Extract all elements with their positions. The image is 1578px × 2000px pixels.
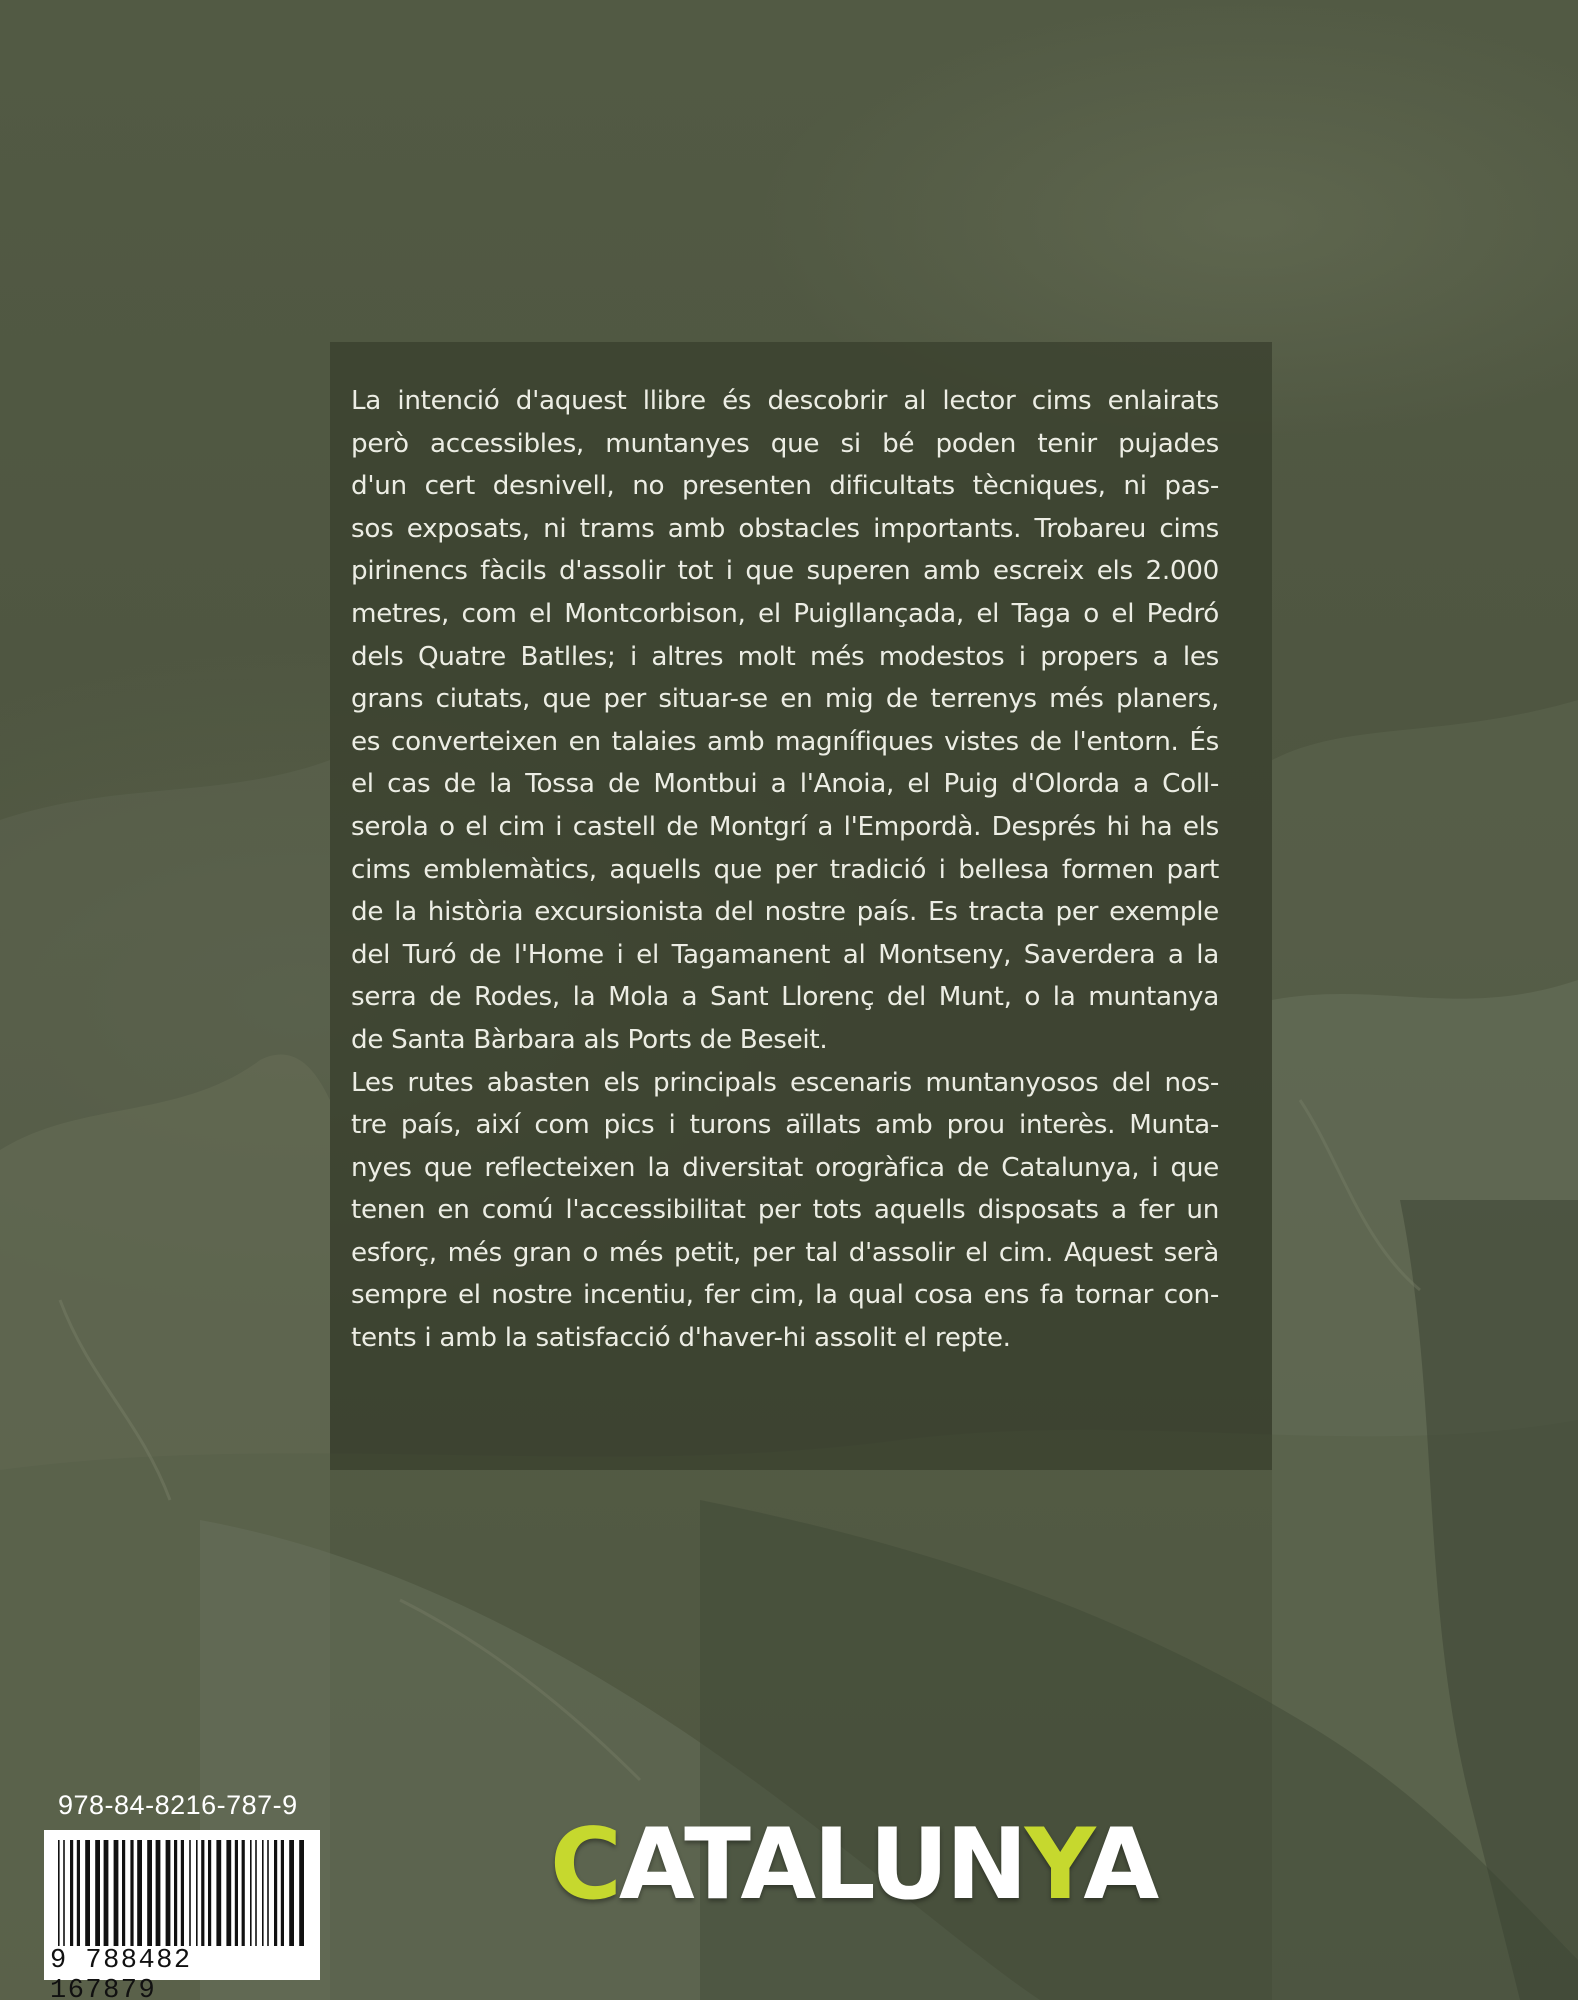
blurb-line: d'un cert desnivell, no presenten dificultats tècniques, ni pas-	[351, 471, 1219, 502]
blurb-line: el cas de la Tossa de Montbui a l'Anoia, el Puig d'Olorda a Coll-	[351, 769, 1219, 800]
blurb-line: serola o el cim i castell de Montgrí a l'Empordà. Després hi ha els	[351, 811, 1219, 842]
barcode	[44, 1830, 320, 2000]
isbn-number: 978-84-8216-787-9	[58, 1790, 298, 1820]
brand-logo-accent-letter: Y	[1024, 1808, 1084, 1922]
blurb-line: tenen en comú l'accessibilitat per tots aquells disposats a fer un	[351, 1195, 1219, 1226]
blurb-line: esforç, més gran o més petit, per tal d'assolir el cim. Aquest serà	[351, 1237, 1219, 1268]
brand-logo-middle: ATALUN	[618, 1808, 1025, 1922]
blurb-line: cims emblemàtics, aquells que per tradició i bellesa formen part	[351, 854, 1219, 885]
blurb-line: de Santa Bàrbara als Ports de Beseit.	[351, 1024, 828, 1055]
blurb-line: dels Quatre Batlles; i altres molt més modestos i propers a les	[351, 641, 1219, 672]
blurb-line: Les rutes abasten els principals escenaris muntanyosos del nos-	[351, 1067, 1219, 1098]
blurb-line: del Turó de l'Home i el Tagamanent al Montseny, Saverdera a la	[351, 939, 1219, 970]
blurb-line: serra de Rodes, la Mola a Sant Llorenç del Munt, o la muntanya	[351, 982, 1219, 1013]
blurb-line: La intenció d'aquest llibre és descobrir al lector cims enlairats	[351, 386, 1219, 416]
blurb-line: tents i amb la satisfacció d'haver-hi assolit el repte.	[351, 1323, 1011, 1354]
blurb-line: pirinencs fàcils d'assolir tot i que superen amb escreix els 2.000	[351, 556, 1219, 587]
back-cover-blurb	[351, 380, 1219, 1360]
barcode-digits: 9 788482 167879	[50, 1946, 192, 2000]
blurb-line: sempre el nostre incentiu, fer cim, la qual cosa ens fa tornar con-	[351, 1280, 1219, 1311]
brand-logo	[550, 1808, 1156, 1922]
blurb-line: de la història excursionista del nostre país. Es tracta per exemple	[351, 897, 1219, 928]
blurb-line: grans ciutats, que per situar-se en mig de terrenys més planers,	[351, 684, 1219, 715]
brand-logo-initial: C	[550, 1808, 619, 1922]
blurb-line: es converteixen en talaies amb magnífiques vistes de l'entorn. És	[351, 726, 1219, 757]
barcode-icon	[56, 1840, 308, 1946]
blurb-line: sos exposats, ni trams amb obstacles importants. Trobareu cims	[351, 513, 1219, 544]
blurb-line: però accessibles, muntanyes que si bé poden tenir pujades	[351, 428, 1219, 459]
blurb-line: metres, com el Montcorbison, el Puigllançada, el Taga o el Pedró	[351, 598, 1219, 629]
brand-logo-final: A	[1083, 1808, 1157, 1922]
blurb-line: nyes que reflecteixen la diversitat orogràfica de Catalunya, i que	[351, 1152, 1219, 1183]
blurb-line: tre país, així com pics i turons aïllats amb prou interès. Munta-	[351, 1110, 1219, 1141]
